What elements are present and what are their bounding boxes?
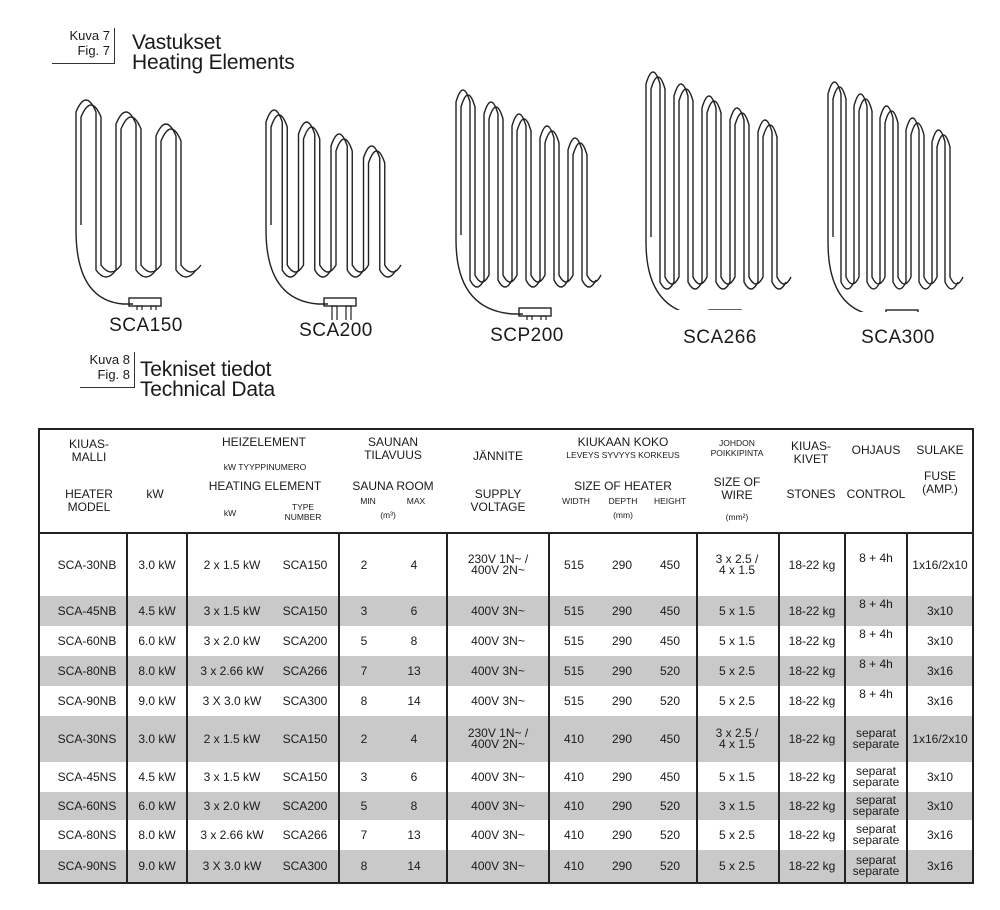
header-model-fi: KIUAS- MALLI	[68, 437, 109, 464]
cell-type: SCA150	[282, 604, 328, 618]
cell-kw: 8.0 kW	[138, 828, 176, 842]
cell-max: 13	[407, 828, 421, 842]
header-jannite: JÄNNITE	[472, 449, 523, 463]
cell-control: 8 + 4h	[859, 687, 893, 701]
cell-kw: 8.0 kW	[138, 664, 176, 678]
cell-d: 290	[611, 664, 633, 678]
cell-h: 450	[659, 732, 681, 746]
column-divider	[778, 534, 780, 882]
table-row	[40, 596, 972, 626]
table-row	[40, 534, 972, 596]
column-divider	[126, 534, 128, 882]
header-mm: (mm)	[613, 510, 633, 520]
cell-w: 515	[563, 634, 585, 648]
cell-w: 515	[563, 664, 585, 678]
cell-w: 515	[563, 694, 585, 708]
table-row	[40, 820, 972, 850]
header-stones: STONES	[786, 487, 836, 501]
cell-stones: 18-22 kg	[788, 828, 836, 842]
header-heating-element: HEATING ELEMENT	[208, 479, 322, 493]
table-row	[40, 716, 972, 762]
cell-d: 290	[611, 634, 633, 648]
figure-8-tag-en: Fig. 8	[97, 367, 130, 382]
figure-8-title-fi: Tekniset tiedot	[140, 358, 272, 381]
cell-control: separat separate	[852, 793, 900, 818]
heating-element-5-loop-icon	[820, 62, 980, 312]
cell-min: 5	[360, 799, 368, 813]
cell-volt: 230V 1N~ / 400V 2N~	[467, 726, 529, 751]
cell-max: 13	[407, 664, 421, 678]
cell-hkw: 2 x 1.5 kW	[203, 732, 261, 746]
header-fuse: FUSE (AMP.)	[922, 469, 958, 496]
header-heizelement-sub: kW TYYPPINUMERO	[223, 462, 307, 472]
table-row	[40, 850, 972, 882]
cell-fuse: 3x10	[926, 770, 954, 784]
cell-wire: 5 x 1.5	[718, 770, 756, 784]
figure-7-title-fi: Vastukset	[132, 31, 221, 54]
header-min: MIN	[360, 496, 376, 506]
cell-type: SCA150	[282, 558, 328, 572]
cell-d: 290	[611, 828, 633, 842]
cell-fuse: 3x16	[926, 694, 954, 708]
cell-control: separat separate	[852, 853, 900, 878]
cell-min: 7	[360, 664, 368, 678]
header-control: CONTROL	[846, 487, 906, 501]
cell-model: SCA-80NB	[57, 664, 117, 678]
cell-fuse: 1x16/2x10	[912, 558, 968, 572]
cell-w: 410	[563, 859, 585, 873]
column-divider	[844, 534, 846, 882]
cell-max: 8	[410, 799, 418, 813]
cell-model: SCA-60NB	[57, 634, 117, 648]
header-sulake: SULAKE	[916, 443, 964, 457]
element-label: SCP200	[490, 325, 564, 346]
cell-d: 290	[611, 694, 633, 708]
cell-wire: 3 x 1.5	[718, 799, 756, 813]
cell-kw: 4.5 kW	[138, 770, 176, 784]
header-depth: DEPTH	[608, 496, 638, 506]
figure-7-tag-fi: Kuva 7	[69, 28, 110, 43]
header-type-number: TYPE NUMBER	[284, 502, 322, 522]
cell-wire: 5 x 1.5	[718, 604, 756, 618]
cell-control: 8 + 4h	[859, 551, 893, 565]
cell-min: 5	[360, 634, 368, 648]
column-divider	[338, 534, 340, 882]
cell-d: 290	[611, 770, 633, 784]
cell-h: 520	[659, 664, 681, 678]
cell-kw: 4.5 kW	[138, 604, 176, 618]
cell-fuse: 3x10	[926, 634, 954, 648]
table-row	[40, 686, 972, 716]
cell-volt: 400V 3N~	[471, 770, 525, 784]
cell-h: 450	[659, 558, 681, 572]
heating-element-5-loop-icon	[638, 52, 808, 310]
cell-w: 515	[563, 558, 585, 572]
cell-d: 290	[611, 604, 633, 618]
element-label: SCA266	[683, 327, 757, 348]
cell-h: 520	[659, 859, 681, 873]
cell-kw: 9.0 kW	[138, 859, 176, 873]
cell-control: 8 + 4h	[859, 597, 893, 611]
table-row	[40, 762, 972, 792]
header-kiuaskivet: KIUAS- KIVET	[790, 439, 831, 466]
cell-type: SCA266	[282, 664, 328, 678]
figure-8-title-en: Technical Data	[140, 378, 275, 401]
cell-wire: 3 x 2.5 / 4 x 1.5	[715, 726, 759, 751]
cell-kw: 9.0 kW	[138, 694, 176, 708]
cell-min: 8	[360, 694, 368, 708]
cell-w: 515	[563, 604, 585, 618]
cell-hkw: 3 x 2.66 kW	[200, 828, 264, 842]
cell-h: 520	[659, 694, 681, 708]
cell-volt: 230V 1N~ / 400V 2N~	[467, 552, 529, 577]
figure-7-title-en: Heating Elements	[132, 51, 295, 74]
cell-min: 3	[360, 604, 368, 618]
figure-7-tag-en: Fig. 7	[77, 43, 110, 58]
cell-max: 8	[410, 634, 418, 648]
technical-data-table	[38, 428, 974, 884]
cell-w: 410	[563, 732, 585, 746]
cell-w: 410	[563, 770, 585, 784]
table-row	[40, 792, 972, 820]
heating-element-4-loop-icon	[258, 90, 418, 320]
cell-kw: 6.0 kW	[138, 799, 176, 813]
cell-stones: 18-22 kg	[788, 604, 836, 618]
header-width: WIDTH	[562, 496, 590, 506]
cell-h: 450	[659, 770, 681, 784]
cell-fuse: 3x10	[926, 799, 954, 813]
figure-7-tag	[52, 28, 115, 64]
header-saunan-tilavuus: SAUNAN TILAVUUS	[364, 435, 422, 462]
cell-kw: 6.0 kW	[138, 634, 176, 648]
column-divider	[696, 534, 698, 882]
cell-stones: 18-22 kg	[788, 770, 836, 784]
cell-control: separat separate	[852, 764, 900, 789]
cell-fuse: 3x16	[926, 859, 954, 873]
cell-h: 450	[659, 604, 681, 618]
cell-type: SCA150	[282, 732, 328, 746]
cell-volt: 400V 3N~	[471, 859, 525, 873]
cell-model: SCA-60NS	[57, 799, 117, 813]
cell-hkw: 3 x 1.5 kW	[203, 604, 261, 618]
cell-max: 14	[407, 859, 421, 873]
cell-max: 4	[410, 558, 418, 572]
cell-model: SCA-45NB	[57, 604, 117, 618]
cell-wire: 3 x 2.5 / 4 x 1.5	[715, 552, 759, 577]
cell-control: 8 + 4h	[859, 627, 893, 641]
cell-max: 4	[410, 732, 418, 746]
cell-d: 290	[611, 732, 633, 746]
header-size-of-wire: SIZE OF WIRE	[713, 475, 761, 502]
figure-8-title	[140, 360, 275, 400]
table-header	[40, 430, 972, 534]
cell-volt: 400V 3N~	[471, 604, 525, 618]
figure-8-tag-fi: Kuva 8	[89, 352, 130, 367]
cell-type: SCA150	[282, 770, 328, 784]
header-johdon-poikkipinta: JOHDON POIKKIPINTA	[710, 438, 764, 458]
header-m3: (m³)	[380, 510, 396, 520]
cell-stones: 18-22 kg	[788, 694, 836, 708]
cell-volt: 400V 3N~	[471, 828, 525, 842]
cell-fuse: 3x16	[926, 664, 954, 678]
cell-min: 2	[360, 732, 368, 746]
cell-model: SCA-90NS	[57, 859, 117, 873]
cell-wire: 5 x 2.5	[718, 828, 756, 842]
cell-max: 6	[410, 770, 418, 784]
header-size-of-heater: SIZE OF HEATER	[574, 479, 672, 493]
cell-hkw: 3 x 1.5 kW	[203, 770, 261, 784]
column-divider	[906, 534, 908, 882]
cell-d: 290	[611, 558, 633, 572]
cell-stones: 18-22 kg	[788, 799, 836, 813]
table-row	[40, 656, 972, 686]
header-heating-kw: kW	[223, 508, 237, 518]
header-kiukaan-koko: KIUKAAN KOKO	[577, 435, 669, 449]
cell-fuse: 3x10	[926, 604, 954, 618]
cell-control: separat separate	[852, 822, 900, 847]
cell-hkw: 3 x 2.66 kW	[200, 664, 264, 678]
cell-min: 3	[360, 770, 368, 784]
header-kw: kW	[146, 487, 164, 501]
cell-stones: 18-22 kg	[788, 558, 836, 572]
cell-max: 6	[410, 604, 418, 618]
figure-7-title	[132, 33, 295, 73]
figure-8-tag	[80, 352, 135, 388]
column-divider	[548, 534, 550, 882]
cell-volt: 400V 3N~	[471, 664, 525, 678]
cell-volt: 400V 3N~	[471, 694, 525, 708]
cell-type: SCA300	[282, 694, 328, 708]
header-ohjaus: OHJAUS	[851, 443, 901, 457]
cell-h: 520	[659, 828, 681, 842]
cell-wire: 5 x 2.5	[718, 664, 756, 678]
header-height: HEIGHT	[653, 496, 687, 506]
cell-hkw: 3 X 3.0 kW	[202, 694, 262, 708]
column-divider	[186, 534, 188, 882]
cell-model: SCA-80NS	[57, 828, 117, 842]
header-max: MAX	[406, 496, 426, 506]
cell-min: 8	[360, 859, 368, 873]
cell-w: 410	[563, 828, 585, 842]
cell-wire: 5 x 2.5	[718, 694, 756, 708]
cell-stones: 18-22 kg	[788, 732, 836, 746]
cell-h: 450	[659, 634, 681, 648]
element-label: SCA200	[299, 320, 373, 341]
cell-type: SCA200	[282, 634, 328, 648]
heating-element-4-loop-tall-icon	[448, 70, 618, 320]
cell-fuse: 3x16	[926, 828, 954, 842]
cell-type: SCA200	[282, 799, 328, 813]
column-divider	[446, 534, 448, 882]
cell-hkw: 3 x 2.0 kW	[203, 634, 261, 648]
cell-control: 8 + 4h	[859, 657, 893, 671]
cell-stones: 18-22 kg	[788, 664, 836, 678]
cell-model: SCA-45NS	[57, 770, 117, 784]
cell-hkw: 3 X 3.0 kW	[202, 859, 262, 873]
cell-max: 14	[407, 694, 421, 708]
element-label: SCA300	[861, 327, 935, 348]
cell-kw: 3.0 kW	[138, 732, 176, 746]
cell-d: 290	[611, 799, 633, 813]
cell-min: 7	[360, 828, 368, 842]
cell-hkw: 3 x 2.0 kW	[203, 799, 261, 813]
cell-model: SCA-90NB	[57, 694, 117, 708]
cell-wire: 5 x 1.5	[718, 634, 756, 648]
header-sauna-room: SAUNA ROOM	[352, 479, 434, 493]
element-label: SCA150	[109, 315, 183, 336]
cell-stones: 18-22 kg	[788, 634, 836, 648]
cell-control: separat separate	[852, 726, 900, 751]
header-supply-voltage: SUPPLY VOLTAGE	[470, 487, 526, 514]
cell-type: SCA300	[282, 859, 328, 873]
cell-fuse: 1x16/2x10	[912, 732, 968, 746]
cell-d: 290	[611, 859, 633, 873]
cell-hkw: 2 x 1.5 kW	[203, 558, 261, 572]
table-row	[40, 626, 972, 656]
cell-wire: 5 x 2.5	[718, 859, 756, 873]
heating-element-3-loop-icon	[68, 80, 218, 310]
cell-stones: 18-22 kg	[788, 859, 836, 873]
cell-volt: 400V 3N~	[471, 634, 525, 648]
cell-w: 410	[563, 799, 585, 813]
cell-kw: 3.0 kW	[138, 558, 176, 572]
header-model-en: HEATER MODEL	[65, 487, 113, 514]
header-mm2: (mm²)	[725, 512, 749, 522]
cell-type: SCA266	[282, 828, 328, 842]
cell-h: 520	[659, 799, 681, 813]
cell-min: 2	[360, 558, 368, 572]
cell-model: SCA-30NS	[57, 732, 117, 746]
header-kiukaan-sub: LEVEYS SYVYYS KORKEUS	[566, 450, 680, 460]
header-heizelement: HEIZELEMENT	[221, 435, 306, 449]
cell-volt: 400V 3N~	[471, 799, 525, 813]
cell-model: SCA-30NB	[57, 558, 117, 572]
